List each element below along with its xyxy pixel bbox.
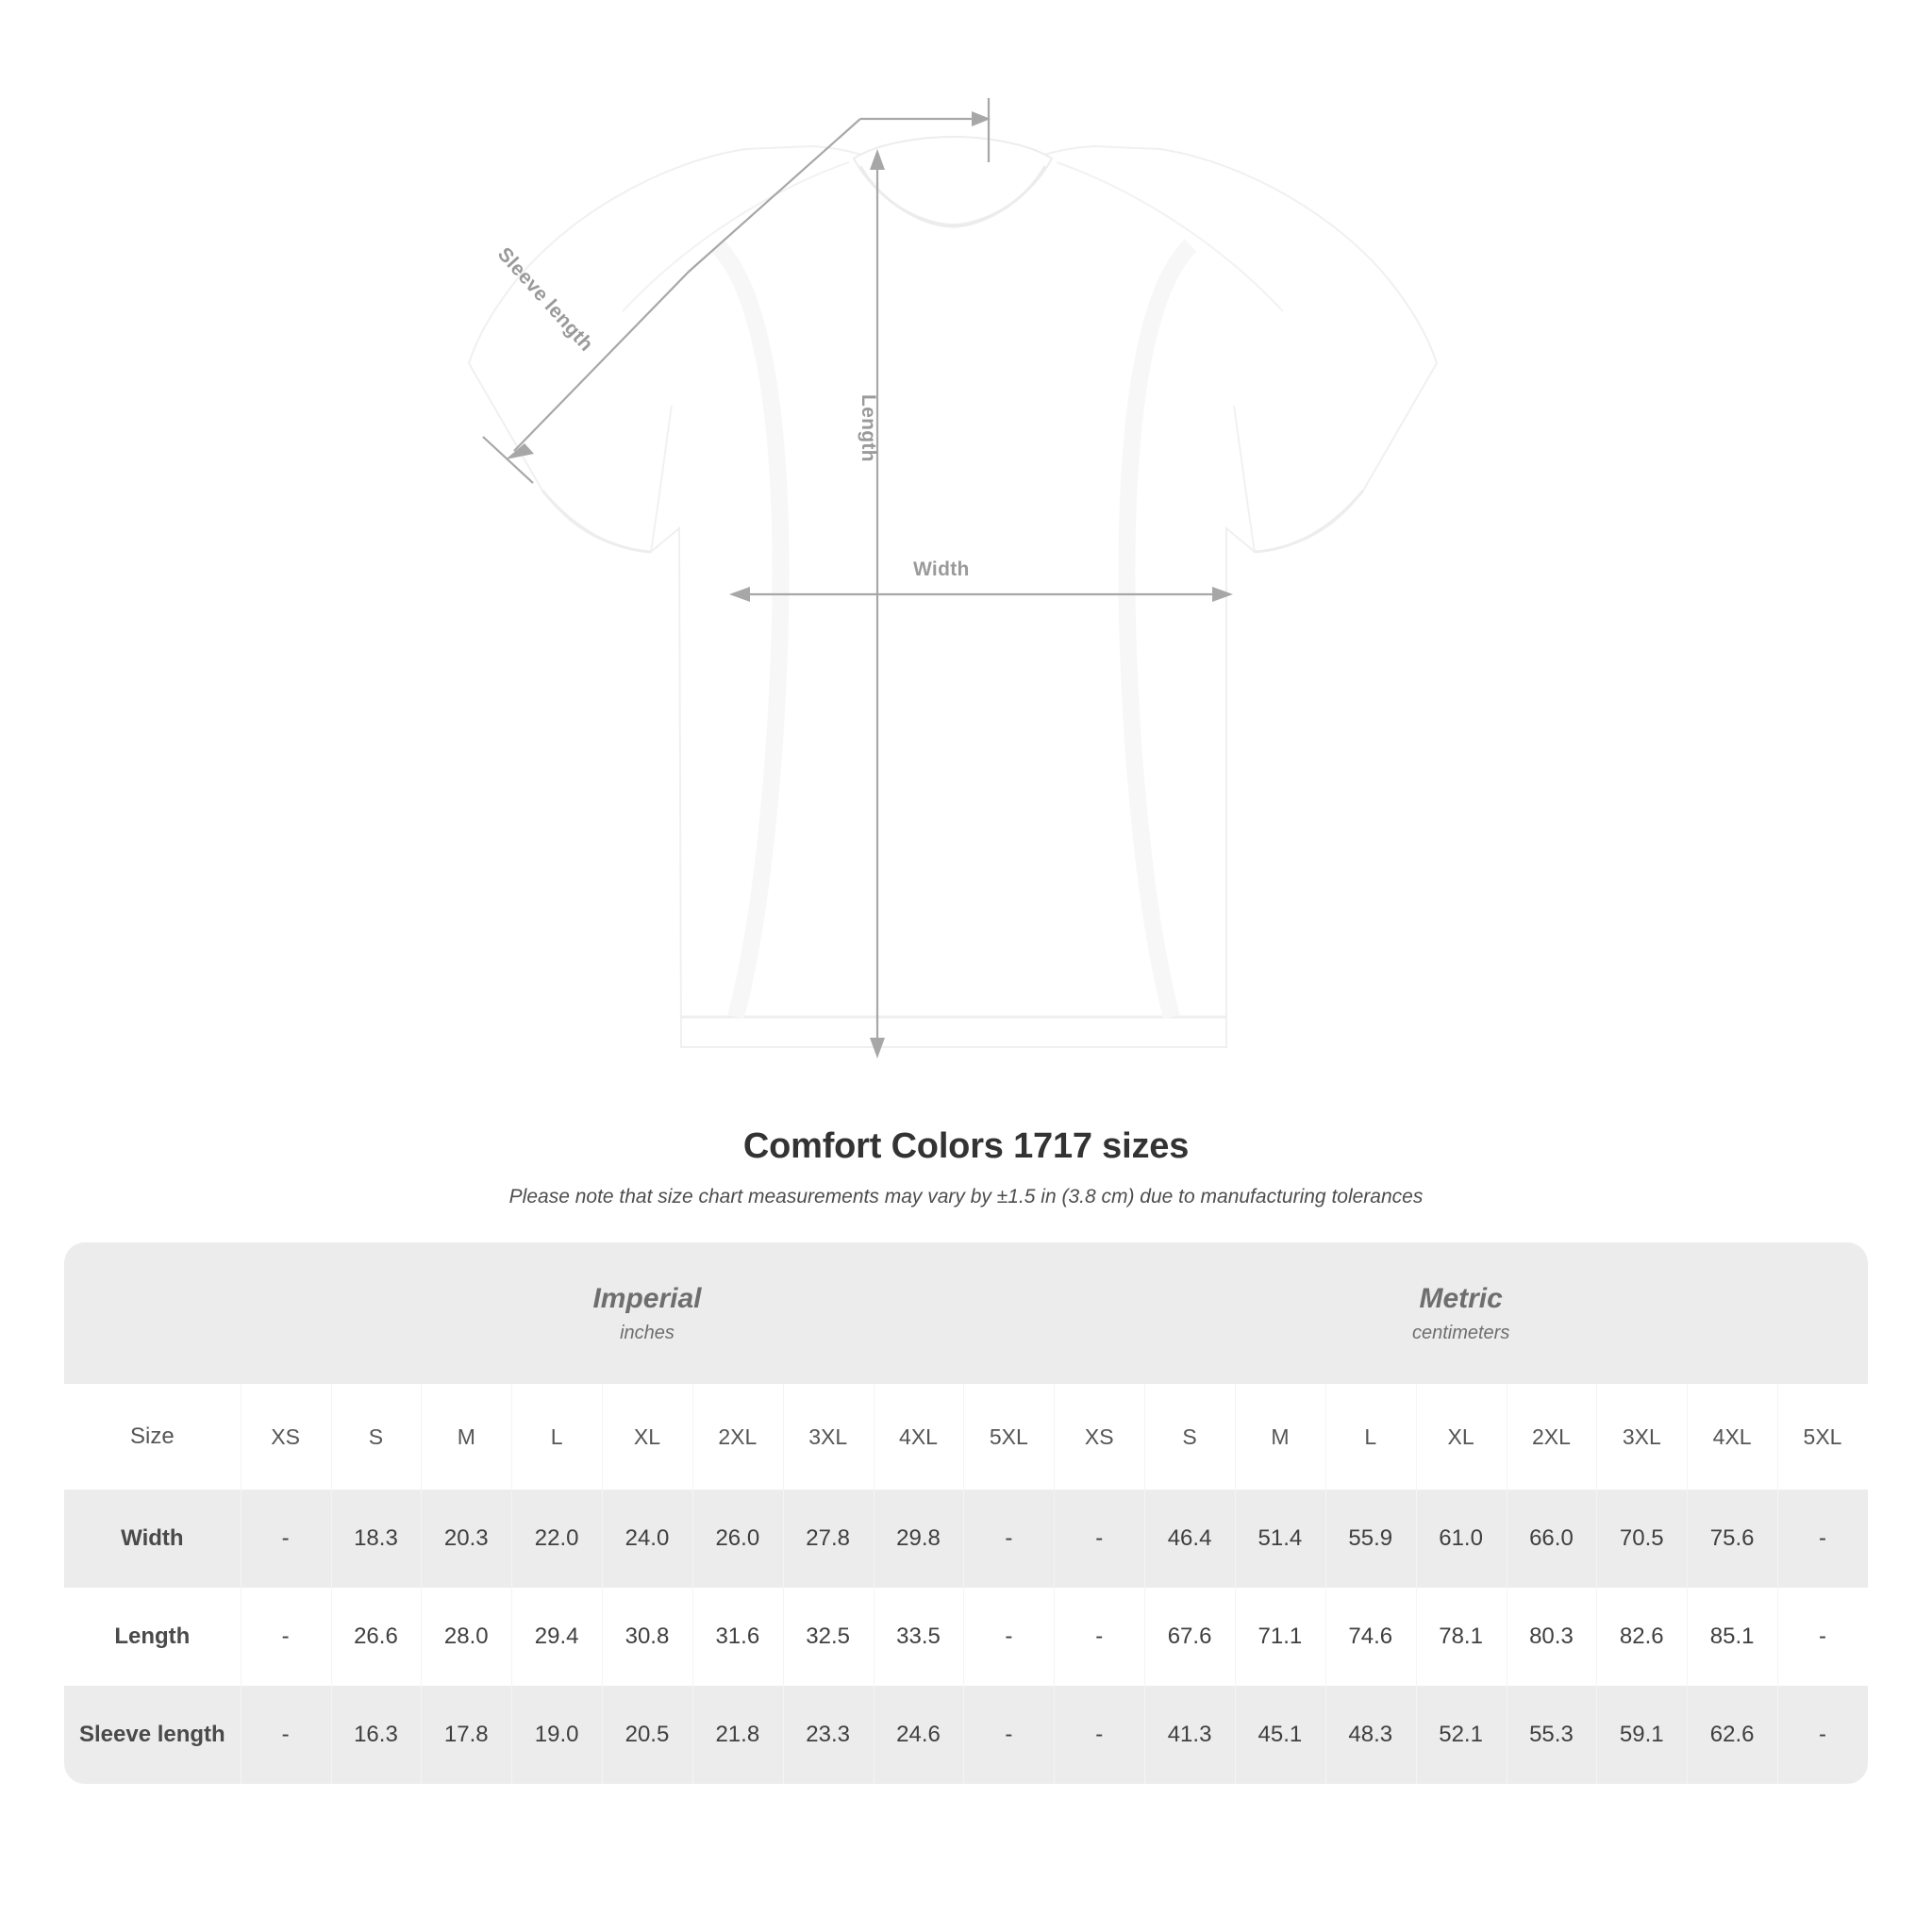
width-metric-l: 55.9 [1325,1490,1416,1588]
row-label-length: Length [64,1588,241,1686]
header-metric-4xl: 4XL [1687,1384,1777,1490]
length-metric-xs: - [1054,1588,1144,1686]
size-chart-table [64,1242,1868,1784]
header-imperial-xs: XS [241,1384,331,1490]
header-imperial-3xl: 3XL [783,1384,874,1490]
sleeve-imperial-2xl: 21.8 [692,1686,783,1784]
length-imperial-xl: 30.8 [602,1588,692,1686]
length-imperial-xs: - [241,1588,331,1686]
row-label-sleeve-length: Sleeve length [64,1686,241,1784]
header-metric-l: L [1325,1384,1416,1490]
header-metric-m: M [1235,1384,1325,1490]
unit-imperial-name: Imperial [592,1282,702,1314]
header-metric-5xl: 5XL [1777,1384,1868,1490]
header-metric-2xl: 2XL [1507,1384,1597,1490]
sleeve-metric-s: 41.3 [1144,1686,1235,1784]
sleeve-metric-3xl: 59.1 [1596,1686,1687,1784]
length-metric-3xl: 82.6 [1596,1588,1687,1686]
length-metric-m: 71.1 [1235,1588,1325,1686]
unit-corner-blank [64,1242,241,1384]
sleeve-imperial-xl: 20.5 [602,1686,692,1784]
width-metric-2xl: 66.0 [1507,1490,1597,1588]
sleeve-imperial-xs: - [241,1686,331,1784]
sleeve-imperial-5xl: - [963,1686,1054,1784]
sleeve-imperial-3xl: 23.3 [783,1686,874,1784]
length-metric-2xl: 80.3 [1507,1588,1597,1686]
width-imperial-3xl: 27.8 [783,1490,874,1588]
header-imperial-m: M [421,1384,511,1490]
sleeve-metric-4xl: 62.6 [1687,1686,1777,1784]
sleeve-imperial-m: 17.8 [421,1686,511,1784]
length-imperial-m: 28.0 [421,1588,511,1686]
length-imperial-l: 29.4 [511,1588,602,1686]
header-metric-s: S [1144,1384,1235,1490]
width-imperial-xl: 24.0 [602,1490,692,1588]
label-sleeve-length: Sleeve length [492,243,598,356]
header-metric-3xl: 3XL [1596,1384,1687,1490]
width-metric-xs: - [1054,1490,1144,1588]
sleeve-metric-2xl: 55.3 [1507,1686,1597,1784]
width-imperial-l: 22.0 [511,1490,602,1588]
sleeve-imperial-s: 16.3 [331,1686,422,1784]
width-metric-3xl: 70.5 [1596,1490,1687,1588]
length-imperial-2xl: 31.6 [692,1588,783,1686]
header-imperial-4xl: 4XL [874,1384,964,1490]
table-row [64,1490,1868,1588]
unit-imperial [241,1242,1055,1384]
label-length: Length [858,394,879,462]
header-metric-xl: XL [1416,1384,1507,1490]
length-imperial-3xl: 32.5 [783,1588,874,1686]
length-metric-xl: 78.1 [1416,1588,1507,1686]
table-row [64,1588,1868,1686]
sleeve-imperial-l: 19.0 [511,1686,602,1784]
header-imperial-2xl: 2XL [692,1384,783,1490]
page-subtitle: Please note that size chart measurements may vary by ±1.5 in (3.8 cm) due to manufacturing tolerances [508,1186,1424,1208]
length-metric-4xl: 85.1 [1687,1588,1777,1686]
header-size: Size [64,1384,241,1490]
width-imperial-5xl: - [963,1490,1054,1588]
width-imperial-4xl: 29.8 [874,1490,964,1588]
width-imperial-s: 18.3 [331,1490,422,1588]
size-chart-table-wrap [64,1242,1868,1784]
sleeve-metric-xl: 52.1 [1416,1686,1507,1784]
sleeve-metric-5xl: - [1777,1686,1868,1784]
width-metric-xl: 61.0 [1416,1490,1507,1588]
unit-metric-name: Metric [1419,1282,1503,1314]
header-imperial-5xl: 5XL [963,1384,1054,1490]
unit-metric-sub: centimeters [1411,1322,1510,1343]
length-imperial-s: 26.6 [331,1588,422,1686]
sleeve-metric-m: 45.1 [1235,1686,1325,1784]
table-row [64,1686,1868,1784]
row-label-width: Width [64,1490,241,1588]
header-metric-xs: XS [1054,1384,1144,1490]
width-metric-m: 51.4 [1235,1490,1325,1588]
size-header-row [64,1384,1868,1490]
width-metric-4xl: 75.6 [1687,1490,1777,1588]
label-width: Width [913,558,970,580]
width-imperial-2xl: 26.0 [692,1490,783,1588]
header-imperial-s: S [331,1384,422,1490]
header-imperial-l: L [511,1384,602,1490]
sleeve-metric-xs: - [1054,1686,1144,1784]
length-imperial-4xl: 33.5 [874,1588,964,1686]
width-metric-s: 46.4 [1144,1490,1235,1588]
length-metric-5xl: - [1777,1588,1868,1686]
sleeve-imperial-4xl: 24.6 [874,1686,964,1784]
unit-metric [1054,1242,1868,1384]
unit-header-row [64,1242,1868,1384]
unit-imperial-sub: inches [620,1322,675,1343]
length-metric-l: 74.6 [1325,1588,1416,1686]
header-imperial-xl: XL [602,1384,692,1490]
title-block [0,1126,1932,1208]
width-imperial-xs: - [241,1490,331,1588]
width-metric-5xl: - [1777,1490,1868,1588]
width-imperial-m: 20.3 [421,1490,511,1588]
sleeve-metric-l: 48.3 [1325,1686,1416,1784]
page-title: Comfort Colors 1717 sizes [742,1126,1190,1166]
length-imperial-5xl: - [963,1588,1054,1686]
length-metric-s: 67.6 [1144,1588,1235,1686]
